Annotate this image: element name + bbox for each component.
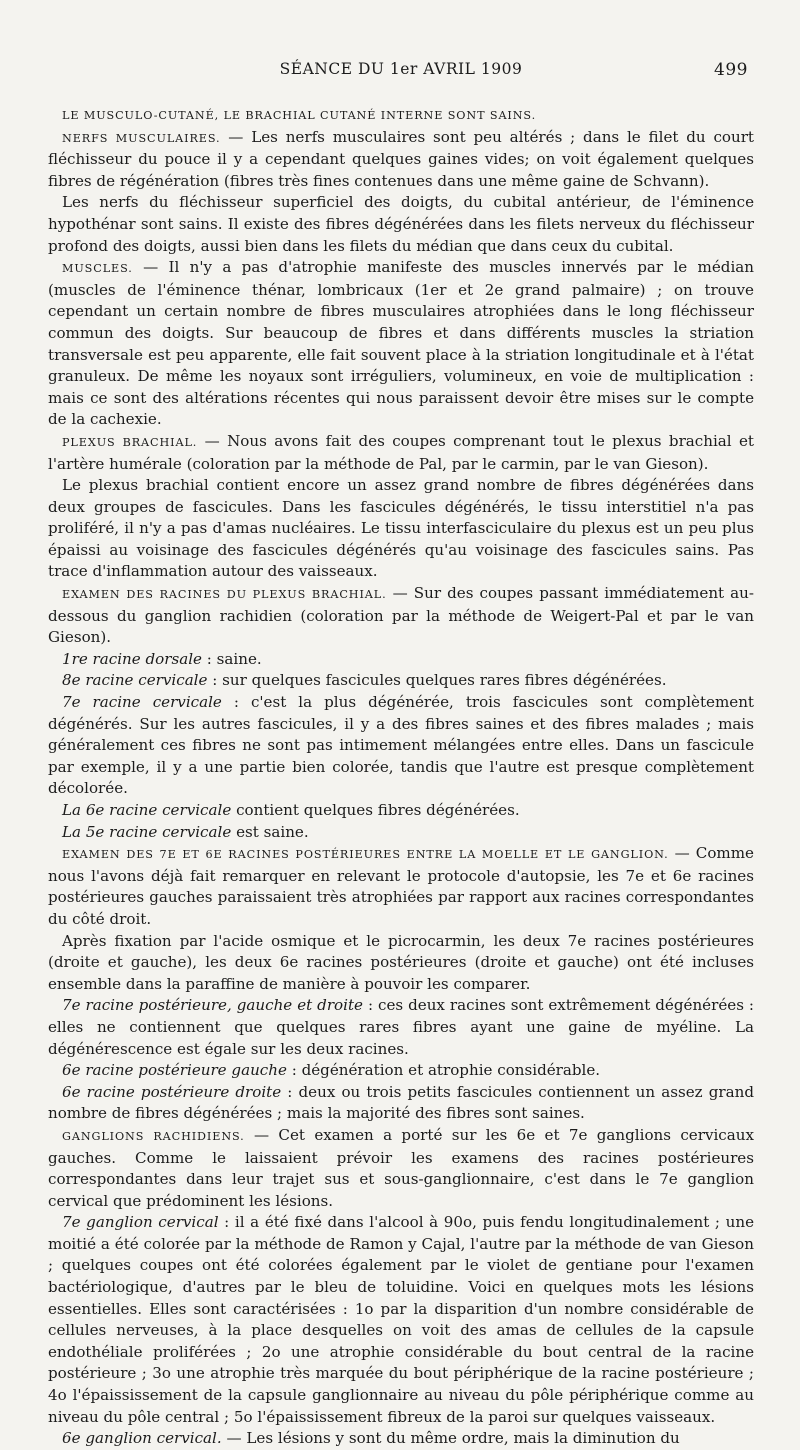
- paragraph: [48, 1125, 754, 1212]
- paragraph: [48, 257, 754, 431]
- paragraph-lead: 6e racine postérieure gauche: [62, 1061, 287, 1080]
- paragraph-text: Les nerfs du fléchisseur superficiel des doigts, du cubital antérieur, de l'éminence hypothénar sont sains. Il existe des fibres dégénérées dans les filets nerveux du fléchisseur profond des doigts, aussi bien dans les filets du médian que dans ceux du cubital.: [48, 193, 754, 255]
- paragraph-lead: NERFS MUSCULAIRES.: [62, 131, 221, 145]
- paragraph-text: — Sur des coupes passant immédiatement au-dessous du ganglion rachidien (coloration par la méthode de Weigert-Pal et par le van Gieson).: [48, 584, 754, 647]
- paragraph: [48, 843, 754, 930]
- paragraph: [48, 822, 754, 844]
- paragraph-text: — Nous avons fait des coupes comprenant tout le plexus brachial et l'artère humérale (coloration par la méthode de Pal, par le carmin, par le van Gieson).: [48, 431, 754, 473]
- paragraph-lead: PLEXUS BRACHIAL.: [62, 435, 198, 449]
- paragraph: [48, 431, 754, 475]
- paragraph-text: : sur quelques fascicules quelques rares fibres dégénérées.: [207, 671, 667, 690]
- paragraph-text: Après fixation par l'acide osmique et le picrocarmin, les deux 7e racines postérieures (droite et gauche), les deux 6e racines postérieures (droite et gauche) ont été incluses ensemble dans la paraffine de manière à pouvoir les comparer.: [48, 931, 754, 993]
- paragraph-lead: 7e racine cervicale: [62, 693, 222, 712]
- paragraph-text: contient quelques fibres dégénérées.: [231, 801, 520, 819]
- paragraph-lead: 6e racine postérieure droite: [62, 1082, 282, 1101]
- paragraph: [48, 649, 754, 671]
- paragraph-text: — Comme nous l'avons déjà fait remarquer en relevant le protocole d'autopsie, les 7e et 6e racines postérieures gauches paraissaient très atrophiées par rapport aux racines correspondantes du côté droit.: [48, 844, 754, 928]
- paragraph-lead: 6e ganglion cervical.: [62, 1429, 222, 1448]
- paragraph: [48, 1428, 754, 1450]
- paragraph-lead: 1re racine dorsale: [62, 649, 202, 668]
- paragraph: [48, 475, 754, 583]
- paragraph: [48, 692, 754, 800]
- paragraph-lead: 7e racine postérieure, gauche et droite: [62, 996, 363, 1015]
- paragraph-lead: GANGLIONS RACHIDIENS.: [62, 1129, 245, 1143]
- paragraph-lead: LE MUSCULO-CUTANÉ, LE BRACHIAL CUTANÉ INTERNE SONT SAINS.: [62, 109, 537, 122]
- paragraph-lead: EXAMEN DES RACINES DU PLEXUS BRACHIAL.: [62, 588, 387, 602]
- paragraph-lead: MUSCLES.: [62, 262, 133, 276]
- page-header: [48, 60, 754, 90]
- paragraph: [48, 1082, 754, 1125]
- paragraph-text: — Cet examen a porté sur les 6e et 7e ganglions cervicaux gauches. Comme le laissaient prévoir les examens des racines postérieures correspondantes dans leur trajet sus et sous-ganglionnaire, c'est dans le 7e ganglion cervical que prédominent les lésions.: [48, 1125, 754, 1210]
- paragraph: [48, 995, 754, 1060]
- paragraph-lead: La 6e racine cervicale: [62, 801, 232, 819]
- paragraph-text: — Les nerfs musculaires sont peu altérés ; dans le filet du court fléchisseur du pouce il y a cependant quelques gaines vides; on voit également quelques fibres de régénération (fibres très fines contenues dans une même gaine de Schvann).: [48, 127, 754, 190]
- paragraph-text: : deux ou trois petits fascicules contiennent un assez grand nombre de fibres dégénérées ; mais la majorité des fibres sont saines.: [48, 1082, 754, 1123]
- paragraph: [48, 1212, 754, 1428]
- paragraph-text: — Il n'y a pas d'atrophie manifeste des muscles innervés par le médian (muscles de l'éminence thénar, lombricaux (1er et 2e grand palmaire) ; on trouve cependant un certain nombre de fibres musculaires atrophiées dans le long fléchisseur commun des doigts. Sur beaucoup de fibres et dans différents muscles la striation transversale est peu apparente, elle fait souvent place à la striation longitudinale et à l'état granuleux. De même les noyaux sont irréguliers, volumineux, en voie de multiplication : mais ce sont des altérations récentes qui nous paraissent devoir être mises sur le compte de la cachexie.: [48, 258, 754, 429]
- paragraph-lead: La 5e racine cervicale: [62, 822, 232, 841]
- paragraph: [48, 104, 754, 127]
- paragraph: [48, 670, 754, 692]
- paragraph-text: est saine.: [231, 822, 309, 841]
- paragraph-text: — Les lésions y sont du même ordre, mais la diminution du: [221, 1429, 680, 1448]
- paragraph-text: Le plexus brachial contient encore un assez grand nombre de fibres dégénérées dans deux groupes de fascicules. Dans les fascicules dégénérés, le tissu interstitiel n'a pas proliféré, il n'y a pas d'amas nucléaires. Le tissu interfasciculaire du plexus est un peu plus épaissi au voisinage des fascicules dégénérés qu'au voisinage des fascicules sains. Pas trace d'inflammation autour des vaisseaux.: [48, 476, 754, 581]
- paragraph-text: : dégénération et atrophie considérable.: [286, 1061, 601, 1080]
- paragraph-text: : saine.: [201, 649, 262, 668]
- paragraph-lead: 7e ganglion cervical: [62, 1213, 219, 1232]
- page-number: 499: [714, 60, 748, 80]
- body-text: [48, 104, 754, 1450]
- paragraph-text: : il a été fixé dans l'alcool à 90o, puis fendu longitudinalement ; une moitié a été colorée par la méthode de Ramon y Cajal, l'autre par la méthode de van Gieson ; quelques coupes ont été colorées également par le violet de gentiane pour l'examen bactériologique, d'autres par le bleu de toluidine. Voici en quelques mots les lésions essentielles. Elles sont caractérisées : 1o par la disparition d'un nombre considérable de cellules nerveuses, à la place desquelles on voit des amas de cellules de la capsule endothéliale proliférées ; 2o une atrophie considérable du bout central de la racine postérieure ; 3o une atrophie très marquée du bout périphérique de la racine postérieure ; 4o l'épaississement de la capsule ganglionnaire au niveau du pôle périphérique comme au niveau du pôle central ; 5o l'épaississement fibreux de la paroi sur quelques vaisseaux.: [48, 1213, 755, 1426]
- paragraph-text: : c'est la plus dégénérée, trois fascicules sont complètement dégénérés. Sur les autres fascicules, il y a des fibres saines et des fibres malades ; mais généralement ces fibres ne sont pas intimement mélangées entre elles. Dans un fascicule par exemple, il y a une partie bien colorée, tandis que l'autre est presque complètement décolorée.: [48, 693, 754, 798]
- paragraph: [48, 931, 754, 996]
- running-title: SÉANCE DU 1er AVRIL 1909: [279, 60, 523, 78]
- paragraph: [48, 800, 754, 822]
- paragraph-text: : ces deux racines sont extrêmement dégénérées : elles ne contiennent que quelques rares fibres ayant une gaine de myéline. La dégénérescence est égale sur les deux racines.: [48, 996, 754, 1058]
- paragraph-lead: 8e racine cervicale: [62, 671, 208, 690]
- paragraph-lead: EXAMEN DES 7E ET 6E RACINES POSTÉRIEURES ENTRE LA MOELLE ET LE GANGLION.: [62, 848, 669, 862]
- paragraph: [48, 192, 754, 257]
- paragraph: [48, 1060, 754, 1082]
- paragraph: [48, 583, 754, 649]
- paragraph: [48, 127, 754, 193]
